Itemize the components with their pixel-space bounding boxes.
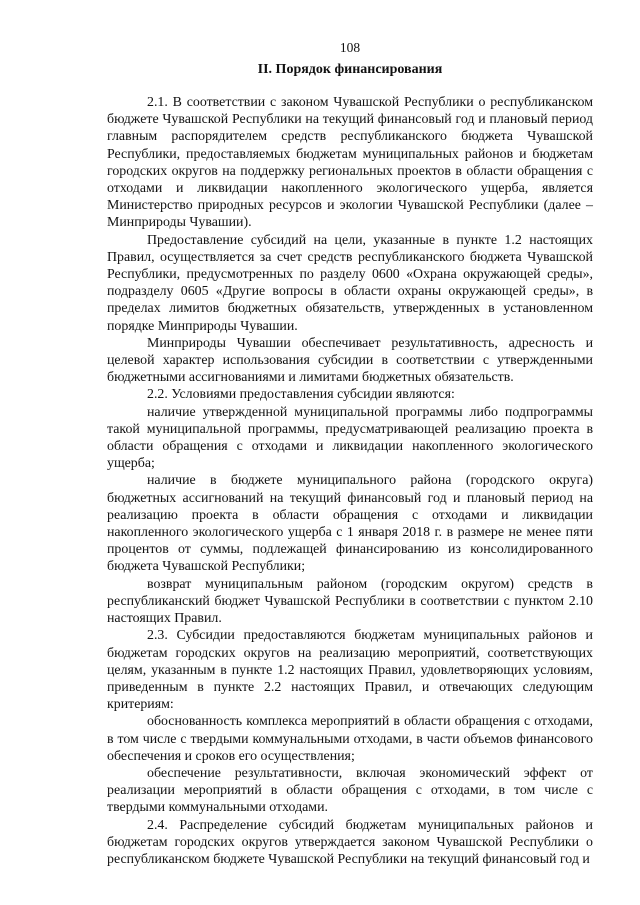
paragraph: возврат муниципальным районом (городским округом) средств в республиканский бюджет Чувашской Республики в соответствии с пунктом 2.10 настоящих Правил. [107, 576, 593, 627]
paragraph: Минприроды Чувашии обеспечивает результативность, адресность и целевой характер использования субсидии в соответствии с утвержденными бюджетными ассигнованиями и лимитами бюджетных обязательств. [107, 335, 593, 386]
paragraph: наличие утвержденной муниципальной программы либо подпрограммы такой муниципальной программы, предусматривающей реализацию проекта в области обращения с отходами и ликвидации накопленного экологического ущерба; [107, 404, 593, 472]
section-title: II. Порядок финансирования [257, 62, 443, 77]
paragraph: наличие в бюджете муниципального района (городского округа) бюджетных ассигнований на текущий финансовый год и плановый период на реализацию проекта в области обращения с отходами и ликвидации накопленного экологического ущерба с 1 января 2018 г. в размере не менее пяти процентов от суммы, подлежащей финансированию из консолидированного бюджета Чувашской Республики; [107, 473, 593, 575]
page-number: 108 [339, 40, 361, 55]
paragraph: 2.3. Субсидии предоставляются бюджетам муниципальных районов и бюджетам городских округов на реализацию мероприятий, соответствующих целям, указанным в пункте 1.2 настоящих Правил, удовлетворяющих условиям, приведенным в пункте 2.2 настоящих Правил, и отвечающих следующим критериям: [107, 628, 593, 713]
paragraph: обеспечение результативности, включая экономический эффект от реализации мероприятий в области обращения с отходами, в том числе с твердыми коммунальными отходами. [107, 765, 593, 816]
paragraph: обоснованность комплекса мероприятий в области обращения с отходами, в том числе с твердыми коммунальными отходами, в части объемов финансового обеспечения и сроков его осуществления; [107, 714, 593, 764]
paragraph: 2.1. В соответствии с законом Чувашской Республики о республиканском бюджете Чувашской Республики на текущий финансовый год и плановый период главным распорядителем средств республиканского бюджета Чувашской Республики, предоставляемых бюджетам муниципальных районов и бюджетам городских округов на поддержку региональных проектов в области обращения с отходами и ликвидации накопленного экологического ущерба, является Министерство природных ресурсов и экологии Чувашской Республики (далее – Минприроды Чувашии). [107, 95, 593, 231]
paragraph: 2.4. Распределение субсидий бюджетам муниципальных районов и бюджетам городских округов утверждается законом Чувашской Республики о республиканском бюджете Чувашской Республики на текущий финансовый год и [107, 817, 593, 867]
document-body [107, 94, 593, 868]
paragraph: 2.2. Условиями предоставления субсидии являются: [147, 387, 455, 403]
paragraph: Предоставление субсидий на цели, указанные в пункте 1.2 настоящих Правил, осуществляется за счет средств республиканского бюджета Чувашской Республики, предусмотренных по разделу 0600 «Охрана окружающей среды», подразделу 0605 «Другие вопросы в области охраны окружающей среды», в пределах лимитов бюджетных обязательств, утвержденных в установленном порядке Минприроды Чувашии. [107, 232, 593, 334]
